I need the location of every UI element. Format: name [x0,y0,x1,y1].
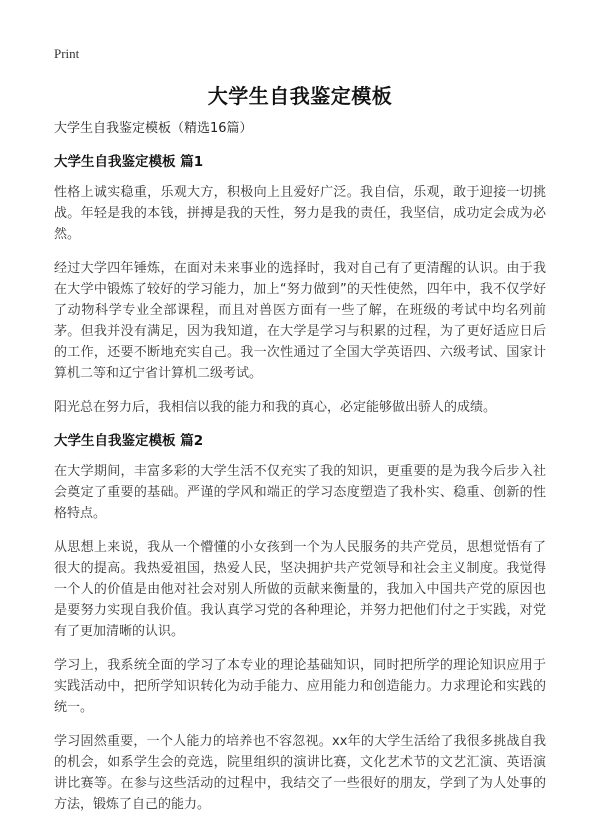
paragraph: 在大学期间，丰富多彩的大学生活不仅充实了我的知识，更重要的是为我今后步入社会奠定了重要的基础。严谨的学风和端正的学习态度塑造了我朴实、稳重、创新的性格特点。 [54,464,546,521]
section-heading: 大学生自我鉴定模板 篇1 [54,154,204,170]
paragraph: 从思想上来说，我从一个懵懂的小女孩到一个为人民服务的共产党员，思想觉悟有了很大的提高。我热爱祖国，热爱人民，坚决拥护共产党领导和社会主义制度。我觉得一个人的价值是由他对社会对别人所做的贡献来衡量的，我加入中国共产党的原因也是要努力实现自我价值。我认真学习党的各种理论，并努力把他们付之于实践，对党有了更加清晰的认识。 [54,540,546,639]
print-link[interactable]: Print [54,46,80,61]
section-1 [54,152,546,418]
document-subtitle: 大学生自我鉴定模板（精选16篇） [54,121,253,136]
paragraph: 经过大学四年锤炼，在面对未来事业的选择时，我对自己有了更清醒的认识。由于我在大学中锻炼了较好的学习能力，加上“努力做到”的天性使然，四年中，我不仅学好了动物科学专业全部课程，而且对兽医方面有一些了解，在班级的考试中均名列前茅。但我并没有满足，因为我知道，在大学是学习与积累的过程，为了更好适应日后的工作，还要不断地充实自己。我一次性通过了全国大学英语四、六级考试、国家计算机二等和辽宁省计算机二级考试。 [54,261,546,381]
section-heading: 大学生自我鉴定模板 篇2 [54,433,204,449]
paragraph: 阳光总在努力后，我相信以我的能力和我的真心，必定能够做出骄人的成绩。 [54,400,497,415]
page-title: 大学生自我鉴定模板 [207,84,393,108]
paragraph: 性格上诚实稳重，乐观大方，积极向上且爱好广泛。我自信，乐观，敢于迎接一切挑战。年轻是我的本钱，拼搏是我的天性，努力是我的责任，我坚信，成功定会成为必然。 [54,185,546,242]
section-2 [54,431,546,815]
paragraph: 学习上，我系统全面的学习了本专业的理论基础知识，同时把所学的理论知识应用于实践活动中，把所学知识转化为动手能力、应用能力和创造能力。力求理论和实践的统一。 [54,658,546,715]
document-content [54,120,546,828]
paragraph: 学习固然重要，一个人能力的培养也不容忽视。xx年的大学生活给了我很多挑战自我的机会，如系学生会的竞选，院里组织的演讲比赛，文化艺术节的文艺汇演、英语演讲比赛等。在参与这些活动的过程中，我结交了一些很好的朋友，学到了为人处事的方法，锻炼了自己的能力。 [54,734,546,812]
